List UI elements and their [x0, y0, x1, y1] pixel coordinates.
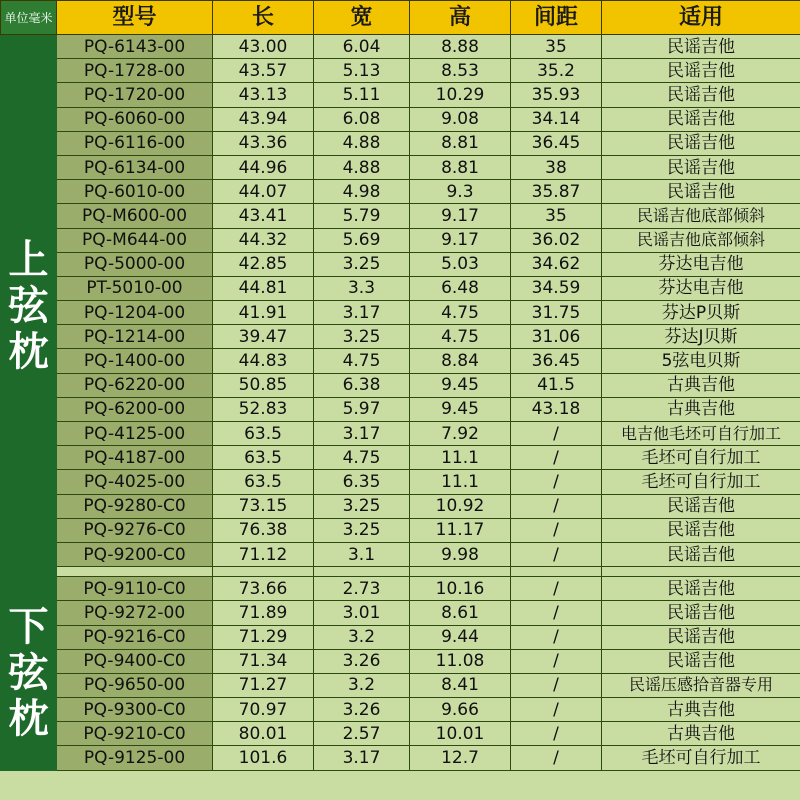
- cell-length: 44.07: [213, 180, 314, 204]
- cell-model: PQ-1204-00: [57, 301, 213, 325]
- cell-spacing: 35: [511, 35, 602, 59]
- cell-spacing: /: [511, 518, 602, 542]
- cell-spacing: /: [511, 470, 602, 494]
- cell-length: 43.00: [213, 35, 314, 59]
- cell-application: 民谣吉他: [602, 180, 800, 204]
- cell-application: 毛坯可自行加工: [602, 470, 800, 494]
- cell-application: 电吉他毛坯可自行加工: [602, 422, 800, 446]
- gap-cell: [511, 567, 602, 577]
- cell-application: 民谣吉他: [602, 577, 800, 601]
- cell-spacing: 35: [511, 204, 602, 228]
- cell-application: 民谣吉他底部倾斜: [602, 204, 800, 228]
- cell-width: 4.98: [314, 180, 410, 204]
- cell-length: 44.96: [213, 155, 314, 179]
- gap-cell: [57, 567, 213, 577]
- section-label-char: 上: [8, 236, 49, 283]
- cell-model: PQ-4025-00: [57, 470, 213, 494]
- cell-model: PQ-9276-C0: [57, 518, 213, 542]
- header-height: 高: [410, 1, 511, 35]
- cell-width: 3.01: [314, 601, 410, 625]
- cell-application: 民谣吉他底部倾斜: [602, 228, 800, 252]
- cell-spacing: 36.02: [511, 228, 602, 252]
- cell-height: 8.53: [410, 59, 511, 83]
- cell-application: 古典吉他: [602, 373, 800, 397]
- table-row: [1, 131, 800, 155]
- table-row: [1, 397, 800, 421]
- cell-width: 4.75: [314, 349, 410, 373]
- cell-height: 5.03: [410, 252, 511, 276]
- header-row: [1, 1, 800, 35]
- cell-application: 民谣吉他: [602, 131, 800, 155]
- cell-model: PQ-9300-C0: [57, 698, 213, 722]
- cell-height: 11.1: [410, 446, 511, 470]
- section-label-lower-saddle: [1, 577, 57, 771]
- cell-length: 43.13: [213, 83, 314, 107]
- cell-width: 3.2: [314, 673, 410, 697]
- cell-spacing: 43.18: [511, 397, 602, 421]
- cell-height: 8.88: [410, 35, 511, 59]
- cell-width: 5.79: [314, 204, 410, 228]
- cell-spacing: /: [511, 494, 602, 518]
- cell-height: 8.81: [410, 131, 511, 155]
- cell-height: 9.45: [410, 397, 511, 421]
- cell-width: 4.88: [314, 155, 410, 179]
- cell-application: 古典吉他: [602, 397, 800, 421]
- table-row: [1, 180, 800, 204]
- cell-height: 9.44: [410, 625, 511, 649]
- cell-width: 3.25: [314, 494, 410, 518]
- cell-application: 民谣吉他: [602, 59, 800, 83]
- cell-height: 4.75: [410, 301, 511, 325]
- cell-width: 3.26: [314, 649, 410, 673]
- cell-spacing: 31.75: [511, 301, 602, 325]
- table-row: [1, 542, 800, 566]
- cell-model: PQ-1720-00: [57, 83, 213, 107]
- header-spacing: 间距: [511, 1, 602, 35]
- cell-spacing: /: [511, 577, 602, 601]
- cell-model: PQ-6010-00: [57, 180, 213, 204]
- table-row: [1, 107, 800, 131]
- cell-length: 43.36: [213, 131, 314, 155]
- cell-height: 10.01: [410, 722, 511, 746]
- cell-spacing: 36.45: [511, 131, 602, 155]
- cell-application: 毛坯可自行加工: [602, 446, 800, 470]
- cell-width: 6.08: [314, 107, 410, 131]
- table-row: [1, 577, 800, 601]
- cell-model: PQ-9650-00: [57, 673, 213, 697]
- table-row: [1, 35, 800, 59]
- cell-spacing: 35.87: [511, 180, 602, 204]
- cell-model: PQ-M600-00: [57, 204, 213, 228]
- cell-application: 民谣压感拾音器专用: [602, 673, 800, 697]
- table-row: [1, 276, 800, 300]
- header-application: 适用: [602, 1, 800, 35]
- cell-model: PQ-6116-00: [57, 131, 213, 155]
- cell-application: 芬达电吉他: [602, 276, 800, 300]
- cell-height: 12.7: [410, 746, 511, 770]
- cell-spacing: 35.2: [511, 59, 602, 83]
- cell-model: PQ-5000-00: [57, 252, 213, 276]
- section-gap-row: [1, 567, 800, 577]
- header-width: 宽: [314, 1, 410, 35]
- cell-application: 民谣吉他: [602, 494, 800, 518]
- cell-width: 4.88: [314, 131, 410, 155]
- table-row: [1, 698, 800, 722]
- cell-spacing: 34.62: [511, 252, 602, 276]
- cell-height: 6.48: [410, 276, 511, 300]
- cell-application: 古典吉他: [602, 722, 800, 746]
- cell-length: 50.85: [213, 373, 314, 397]
- cell-width: 3.1: [314, 542, 410, 566]
- cell-application: 民谣吉他: [602, 625, 800, 649]
- cell-spacing: 34.14: [511, 107, 602, 131]
- cell-height: 9.3: [410, 180, 511, 204]
- header-model: 型号: [57, 1, 213, 35]
- cell-width: 2.73: [314, 577, 410, 601]
- cell-width: 2.57: [314, 722, 410, 746]
- cell-application: 毛坯可自行加工: [602, 746, 800, 770]
- cell-length: 73.15: [213, 494, 314, 518]
- section-label-char: 枕: [8, 328, 49, 375]
- cell-width: 3.2: [314, 625, 410, 649]
- table-row: [1, 204, 800, 228]
- cell-spacing: 41.5: [511, 373, 602, 397]
- table-row: [1, 155, 800, 179]
- cell-application: 民谣吉他: [602, 601, 800, 625]
- cell-width: 3.17: [314, 422, 410, 446]
- cell-length: 63.5: [213, 446, 314, 470]
- cell-length: 52.83: [213, 397, 314, 421]
- cell-length: 44.32: [213, 228, 314, 252]
- section-label-upper-nut: [1, 35, 57, 577]
- section-label-char: 弦: [8, 650, 49, 697]
- cell-height: 10.16: [410, 577, 511, 601]
- gap-cell: [602, 567, 800, 577]
- unit-label: 单位毫米: [1, 1, 57, 35]
- cell-spacing: 35.93: [511, 83, 602, 107]
- cell-spacing: 34.59: [511, 276, 602, 300]
- cell-width: 5.97: [314, 397, 410, 421]
- cell-height: 9.66: [410, 698, 511, 722]
- spec-table-body: [1, 1, 800, 771]
- cell-application: 5弦电贝斯: [602, 349, 800, 373]
- cell-model: PQ-6220-00: [57, 373, 213, 397]
- cell-application: 民谣吉他: [602, 155, 800, 179]
- cell-width: 3.25: [314, 252, 410, 276]
- cell-model: PQ-9280-C0: [57, 494, 213, 518]
- cell-height: 9.08: [410, 107, 511, 131]
- cell-width: 6.04: [314, 35, 410, 59]
- cell-application: 民谣吉他: [602, 35, 800, 59]
- header-length: 长: [213, 1, 314, 35]
- table-row: [1, 673, 800, 697]
- table-row: [1, 601, 800, 625]
- cell-length: 71.29: [213, 625, 314, 649]
- cell-length: 71.34: [213, 649, 314, 673]
- table-row: [1, 59, 800, 83]
- cell-application: 芬达P贝斯: [602, 301, 800, 325]
- cell-application: 民谣吉他: [602, 83, 800, 107]
- cell-length: 43.41: [213, 204, 314, 228]
- section-label-char: 弦: [8, 282, 49, 329]
- cell-model: PQ-9110-C0: [57, 577, 213, 601]
- cell-length: 101.6: [213, 746, 314, 770]
- cell-length: 71.89: [213, 601, 314, 625]
- cell-application: 民谣吉他: [602, 649, 800, 673]
- cell-width: 5.11: [314, 83, 410, 107]
- cell-model: PQ-6200-00: [57, 397, 213, 421]
- cell-width: 6.35: [314, 470, 410, 494]
- cell-spacing: /: [511, 649, 602, 673]
- cell-width: 3.26: [314, 698, 410, 722]
- cell-length: 71.12: [213, 542, 314, 566]
- gap-cell: [213, 567, 314, 577]
- section-label-char: 下: [8, 604, 49, 651]
- cell-model: PQ-4187-00: [57, 446, 213, 470]
- cell-model: PQ-9125-00: [57, 746, 213, 770]
- cell-height: 8.41: [410, 673, 511, 697]
- table-row: [1, 301, 800, 325]
- cell-length: 71.27: [213, 673, 314, 697]
- cell-model: PQ-9200-C0: [57, 542, 213, 566]
- cell-height: 8.84: [410, 349, 511, 373]
- cell-height: 9.17: [410, 228, 511, 252]
- cell-spacing: /: [511, 746, 602, 770]
- cell-spacing: /: [511, 422, 602, 446]
- cell-width: 5.13: [314, 59, 410, 83]
- cell-height: 8.61: [410, 601, 511, 625]
- gap-cell: [314, 567, 410, 577]
- table-row: [1, 373, 800, 397]
- cell-length: 76.38: [213, 518, 314, 542]
- cell-spacing: /: [511, 673, 602, 697]
- cell-length: 41.91: [213, 301, 314, 325]
- cell-length: 44.83: [213, 349, 314, 373]
- cell-model: PQ-6060-00: [57, 107, 213, 131]
- cell-height: 9.17: [410, 204, 511, 228]
- cell-model: PQ-1400-00: [57, 349, 213, 373]
- table-row: [1, 446, 800, 470]
- cell-width: 3.17: [314, 301, 410, 325]
- cell-height: 9.98: [410, 542, 511, 566]
- cell-length: 73.66: [213, 577, 314, 601]
- cell-spacing: /: [511, 698, 602, 722]
- cell-model: PQ-9272-00: [57, 601, 213, 625]
- cell-application: 民谣吉他: [602, 518, 800, 542]
- cell-model: PQ-6134-00: [57, 155, 213, 179]
- table-row: [1, 325, 800, 349]
- cell-width: 4.75: [314, 446, 410, 470]
- cell-length: 42.85: [213, 252, 314, 276]
- cell-height: 10.92: [410, 494, 511, 518]
- cell-length: 43.94: [213, 107, 314, 131]
- cell-width: 3.3: [314, 276, 410, 300]
- cell-height: 7.92: [410, 422, 511, 446]
- cell-model: PQ-1728-00: [57, 59, 213, 83]
- cell-height: 11.08: [410, 649, 511, 673]
- cell-height: 10.29: [410, 83, 511, 107]
- table-row: [1, 252, 800, 276]
- cell-width: 3.25: [314, 518, 410, 542]
- cell-width: 5.69: [314, 228, 410, 252]
- table-row: [1, 722, 800, 746]
- cell-spacing: 36.45: [511, 349, 602, 373]
- cell-spacing: /: [511, 722, 602, 746]
- cell-spacing: 31.06: [511, 325, 602, 349]
- cell-width: 6.38: [314, 373, 410, 397]
- cell-length: 70.97: [213, 698, 314, 722]
- cell-spacing: /: [511, 625, 602, 649]
- table-row: [1, 746, 800, 770]
- cell-height: 11.1: [410, 470, 511, 494]
- gap-cell: [410, 567, 511, 577]
- table-row: [1, 625, 800, 649]
- cell-application: 古典吉他: [602, 698, 800, 722]
- cell-spacing: /: [511, 446, 602, 470]
- table-row: [1, 228, 800, 252]
- table-row: [1, 349, 800, 373]
- cell-application: 芬达电吉他: [602, 252, 800, 276]
- table-row: [1, 518, 800, 542]
- cell-model: PQ-9216-C0: [57, 625, 213, 649]
- table-row: [1, 470, 800, 494]
- cell-model: PQ-9400-C0: [57, 649, 213, 673]
- cell-model: PQ-M644-00: [57, 228, 213, 252]
- cell-length: 63.5: [213, 422, 314, 446]
- section-label-char: 枕: [8, 696, 49, 743]
- cell-height: 4.75: [410, 325, 511, 349]
- cell-spacing: /: [511, 542, 602, 566]
- cell-spacing: 38: [511, 155, 602, 179]
- table-row: [1, 83, 800, 107]
- table-row: [1, 422, 800, 446]
- cell-length: 39.47: [213, 325, 314, 349]
- cell-model: PQ-6143-00: [57, 35, 213, 59]
- cell-spacing: /: [511, 601, 602, 625]
- cell-model: PQ-9210-C0: [57, 722, 213, 746]
- table-row: [1, 494, 800, 518]
- cell-model: PQ-1214-00: [57, 325, 213, 349]
- cell-length: 80.01: [213, 722, 314, 746]
- cell-height: 8.81: [410, 155, 511, 179]
- table-row: [1, 649, 800, 673]
- cell-width: 3.25: [314, 325, 410, 349]
- cell-length: 44.81: [213, 276, 314, 300]
- cell-width: 3.17: [314, 746, 410, 770]
- cell-length: 43.57: [213, 59, 314, 83]
- cell-height: 9.45: [410, 373, 511, 397]
- cell-application: 民谣吉他: [602, 107, 800, 131]
- cell-height: 11.17: [410, 518, 511, 542]
- cell-application: 芬达J贝斯: [602, 325, 800, 349]
- cell-application: 民谣吉他: [602, 542, 800, 566]
- cell-model: PT-5010-00: [57, 276, 213, 300]
- cell-model: PQ-4125-00: [57, 422, 213, 446]
- cell-length: 63.5: [213, 470, 314, 494]
